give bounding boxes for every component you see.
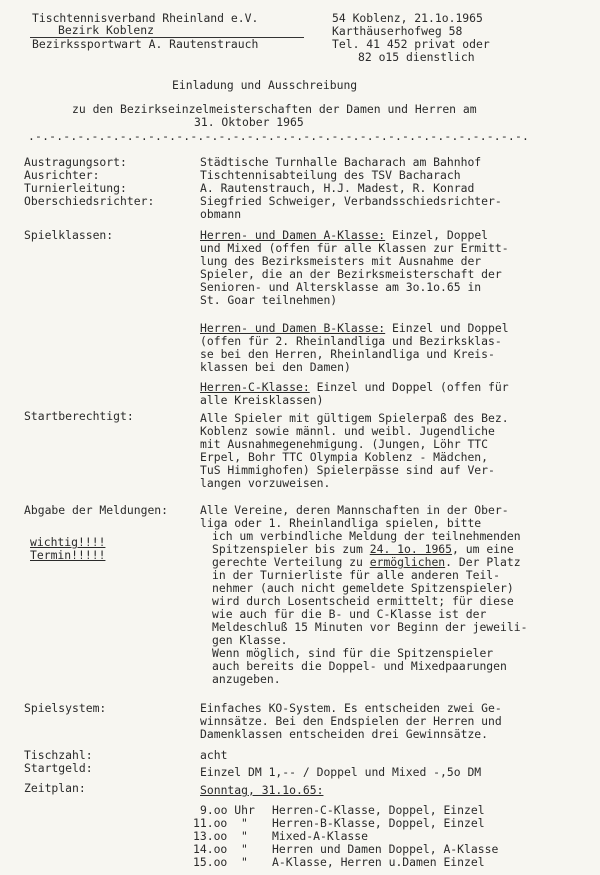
registration-line: auch bereits die Doppel- und Mixedpaarungen [212,659,507,673]
fee-value: Einzel DM 1,-- / Doppel und Mixed -,5o DM [200,765,482,779]
phone-private: Tel. 41 452 privat oder [332,37,490,51]
distribution-pre: gerechte Verteilung zu [212,555,370,569]
eligibility-line: Erpel, Bohr TTC Olympia Koblenz - Mädchen, [200,450,489,464]
fee-label: Startgeld: [24,761,93,775]
schedule-event: Herren und Damen Doppel, A-Klasse [272,842,499,856]
class-a-heading: Herren- und Damen A-Klasse: [200,228,386,242]
class-b-line: (offen für 2. Rheinlandliga und Bezirksklas- [200,334,502,348]
class-a-line: Spieler, die an der Bezirksmeisterschaft der [200,267,502,281]
title-line2: zu den Bezirkseinzelmeisterschaften der Damen und Herren am [72,102,477,116]
class-a-heading-rest: Einzel, Doppel [385,228,489,242]
class-a-line: lung des Bezirksmeisters mit Ausnahme der [200,254,482,268]
org-name: Tischtennisverband Rheinland e.V. [32,11,259,25]
schedule-event: Mixed-A-Klasse [272,829,369,843]
address: Karthäuserhofweg 58 [332,24,463,38]
schedule-label: Zeitplan: [24,781,86,795]
host-label: Ausrichter: [24,168,100,182]
eligibility-label: Startberechtigt: [24,409,134,423]
referee-label: Oberschiedsrichter: [24,194,155,208]
deadline-date: 24. 1o. 1965 [369,542,453,556]
place-date: 54 Koblenz, 21.1o.1965 [332,11,483,25]
registration-line: wie auch für die B- und C-Klasse ist der [212,607,487,621]
referee-value: Siegfried Schweiger, Verbandsschiedsrichter- [200,194,502,208]
class-c-heading-rest: Einzel und Doppel (offen für [309,380,509,394]
phone-office: 82 o15 dienstlich [358,50,475,64]
class-b-heading-rest: Einzel und Doppel [385,321,509,335]
class-b-line: klassen bei den Damen) [200,360,351,374]
schedule-time: 15.oo " [193,855,248,869]
registration-line: gen Klasse. [212,633,288,647]
direction-value: A. Rautenstrauch, H.J. Madest, R. Konrad [200,181,475,195]
registration-line: Alle Vereine, deren Mannschaften in der Ober- [200,503,509,517]
tables-value: acht [200,748,228,762]
deadline-post: , um eine [452,542,514,556]
deadline-pre: Spitzenspieler bis zum [212,542,370,556]
registration-line: Meldeschluß 15 Minuten vor Beginn der jeweili- [212,620,528,634]
deadline-note: Termin!!!!! [30,548,106,562]
registration-line: liga oder 1. Rheinlandliga spielen, bitte [200,516,482,530]
class-a-line: und Mixed (offen für alle Klassen zur Ermitt- [200,241,509,255]
district-name: Bezirk Koblenz [58,23,155,37]
registration-label: Abgabe der Meldungen: [24,503,169,517]
class-a-line: Senioren- und Altersklasse am 3o.1o.65 in [200,280,482,294]
registration-line: in der Turnierliste für alle anderen Teil- [212,568,501,582]
direction-label: Turnierleitung: [24,181,127,195]
important-note: wichtig!!!! [30,535,106,549]
system-line: Einfaches KO-System. Es entscheiden zwei Ge- [200,701,502,715]
class-a-line: St. Goar teilnehmen) [200,293,338,307]
registration-line: anzugeben. [212,672,281,686]
schedule-time: 9.oo Uhr [200,803,255,817]
eligibility-line: langen vorzuweisen. [200,476,331,490]
registration-line: ich um verbindliche Meldung der teilnehmenden [212,529,521,543]
eligibility-line: Alle Spieler mit gültigem Spielerpaß des Bez. [200,411,509,425]
class-c-heading: Herren-C-Klasse: [200,380,310,394]
registration-line: nehmer (auch nicht gemeldete Spitzenspieler) [212,581,514,595]
schedule-event: Herren-B-Klasse, Doppel, Einzel [272,816,485,830]
title-line1: Einladung und Ausschreibung [172,78,358,92]
distribution-emph: ermöglichen [369,555,446,569]
title-date: 31. Oktober 1965 [194,115,304,129]
schedule-time: 14.oo " [193,842,248,856]
official-name: Bezirkssportwart A. Rautenstrauch [32,37,259,51]
schedule-time: 13.oo " [193,829,248,843]
class-b-line: se bei den Herren, Rheinlandliga und Kreis- [200,347,495,361]
system-label: Spielsystem: [24,701,107,715]
class-b-heading: Herren- und Damen B-Klasse: [200,321,386,335]
eligibility-line: TuS Himmighofen) Spielerpässe sind auf Ver- [200,463,495,477]
venue-value: Städtische Turnhalle Bacharach am Bahnhof [200,155,482,169]
schedule-event: A-Klasse, Herren u.Damen Einzel [272,855,485,869]
eligibility-line: Koblenz sowie männl. und weibl. Jugendliche [200,424,495,438]
tables-label: Tischzahl: [24,748,93,762]
class-c-line: alle Kreisklassen) [200,393,324,407]
schedule-event: Herren-C-Klasse, Doppel, Einzel [272,803,485,817]
system-line: Damenklassen entscheiden drei Gewinnsätze. [200,727,489,741]
classes-label: Spielklassen: [24,228,114,242]
separator-line: .-.-.-.-.-.-.-.-.-.-.-.-.-.-.-.-.-.-.-.-.-.-.-.-.-.-.-.-.-.-.-.-.-.-.-. [28,129,530,143]
registration-line: wird durch Losentscheid ermittelt; für diese [212,594,514,608]
schedule-day: Sonntag, 31.1o.65: [200,783,324,797]
eligibility-line: mit Ausnahmegenehmigung. (Jungen, Löhr TTC [200,437,489,451]
venue-label: Austragungsort: [24,155,127,169]
host-value: Tischtennisabteilung des TSV Bacharach [200,168,461,182]
schedule-time: 11.oo " [193,816,248,830]
distribution-post: . Der Platz [445,555,521,569]
referee-value-cont: obmann [200,207,242,221]
registration-line: Wenn möglich, sind für die Spitzenspieler [212,646,494,660]
system-line: winnsätze. Bei den Endspielen der Herren und [200,714,502,728]
